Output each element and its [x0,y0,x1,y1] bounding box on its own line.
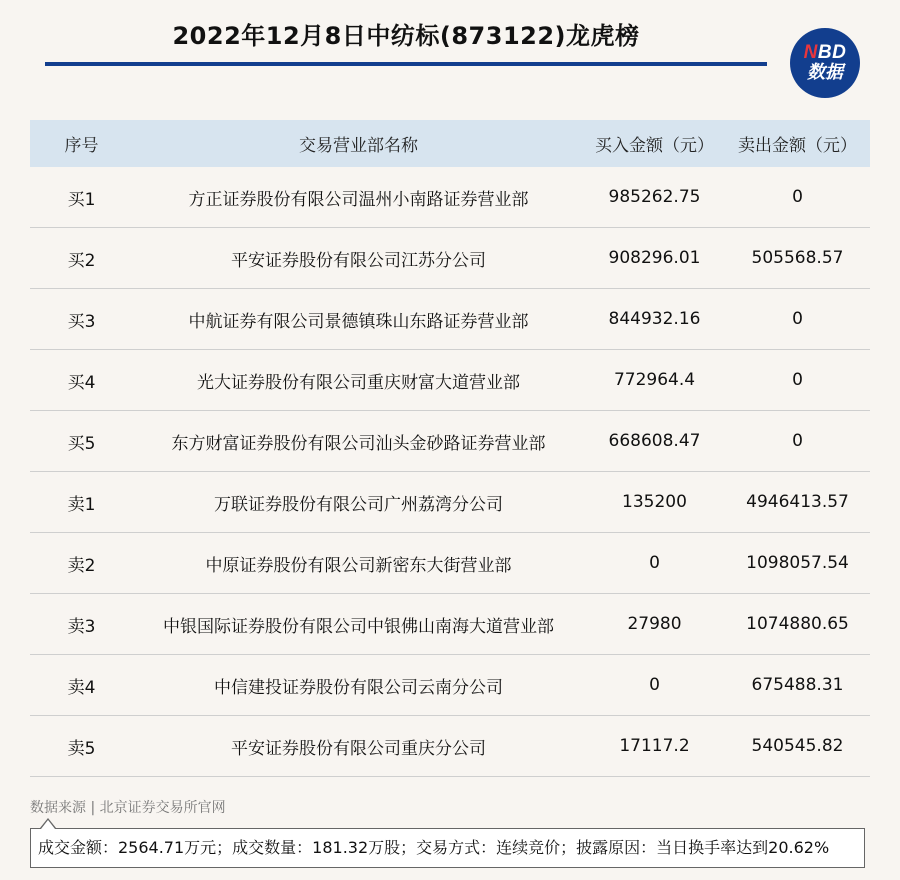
row-buy-amount: 135200 [584,472,725,533]
row-branch-name: 光大证券股份有限公司重庆财富大道营业部 [133,350,584,411]
row-sell-amount: 1074880.65 [725,594,870,655]
logo-bd-letters: BD [817,42,847,63]
row-index: 卖4 [30,655,133,716]
row-sell-amount: 0 [725,289,870,350]
row-buy-amount: 908296.01 [584,228,725,289]
table-row [30,533,870,594]
row-index: 卖2 [30,533,133,594]
row-buy-amount: 17117.2 [584,716,725,777]
table-row [30,228,870,289]
table-row [30,289,870,350]
col-header-buy-amount: 买入金额（元） [584,120,725,167]
row-buy-amount: 0 [584,655,725,716]
col-header-index: 序号 [30,120,133,167]
row-buy-amount: 844932.16 [584,289,725,350]
title-underline [45,62,767,66]
row-branch-name: 方正证券股份有限公司温州小南路证券营业部 [133,167,584,228]
row-index: 买1 [30,167,133,228]
table-row [30,167,870,228]
row-branch-name: 中航证券有限公司景德镇珠山东路证券营业部 [133,289,584,350]
row-buy-amount: 0 [584,533,725,594]
logo-data-text: 数据 [807,62,843,83]
row-buy-amount: 772964.4 [584,350,725,411]
row-sell-amount: 4946413.57 [725,472,870,533]
trade-summary-note: 成交金额：2564.71万元；成交数量：181.32万股；交易方式：连续竞价；披露原因：当日换手率达到20.62% [30,828,865,868]
table-header-row [30,120,870,167]
table-row [30,716,870,777]
row-branch-name: 万联证券股份有限公司广州荔湾分公司 [133,472,584,533]
row-buy-amount: 27980 [584,594,725,655]
col-header-branch-name: 交易营业部名称 [133,120,584,167]
row-branch-name: 中银国际证券股份有限公司中银佛山南海大道营业部 [133,594,584,655]
row-sell-amount: 1098057.54 [725,533,870,594]
row-index: 卖3 [30,594,133,655]
table-row [30,594,870,655]
dragon-tiger-table [30,120,870,777]
row-branch-name: 中原证券股份有限公司新密东大街营业部 [133,533,584,594]
row-branch-name: 平安证券股份有限公司重庆分公司 [133,716,584,777]
page-title: 2022年12月8日中纺标(873122)龙虎榜 [172,22,640,50]
row-sell-amount: 0 [725,411,870,472]
table-row [30,655,870,716]
row-buy-amount: 668608.47 [584,411,725,472]
row-index: 买2 [30,228,133,289]
row-index: 卖5 [30,716,133,777]
row-branch-name: 中信建投证券股份有限公司云南分公司 [133,655,584,716]
row-buy-amount: 985262.75 [584,167,725,228]
row-sell-amount: 675488.31 [725,655,870,716]
logo-n-letter: N [803,42,818,63]
row-index: 卖1 [30,472,133,533]
data-source: 数据来源 | 北京证券交易所官网 [30,800,226,816]
row-index: 买3 [30,289,133,350]
row-branch-name: 东方财富证券股份有限公司汕头金砂路证券营业部 [133,411,584,472]
row-index: 买4 [30,350,133,411]
table-row [30,350,870,411]
row-sell-amount: 0 [725,350,870,411]
table-row [30,472,870,533]
logo-nbd-text [804,43,847,63]
row-index: 买5 [30,411,133,472]
row-sell-amount: 0 [725,167,870,228]
callout-arrow-fill [41,820,55,829]
col-header-sell-amount: 卖出金额（元） [725,120,870,167]
row-sell-amount: 505568.57 [725,228,870,289]
row-sell-amount: 540545.82 [725,716,870,777]
nbd-logo [790,28,860,98]
row-branch-name: 平安证券股份有限公司江苏分公司 [133,228,584,289]
table-row [30,411,870,472]
